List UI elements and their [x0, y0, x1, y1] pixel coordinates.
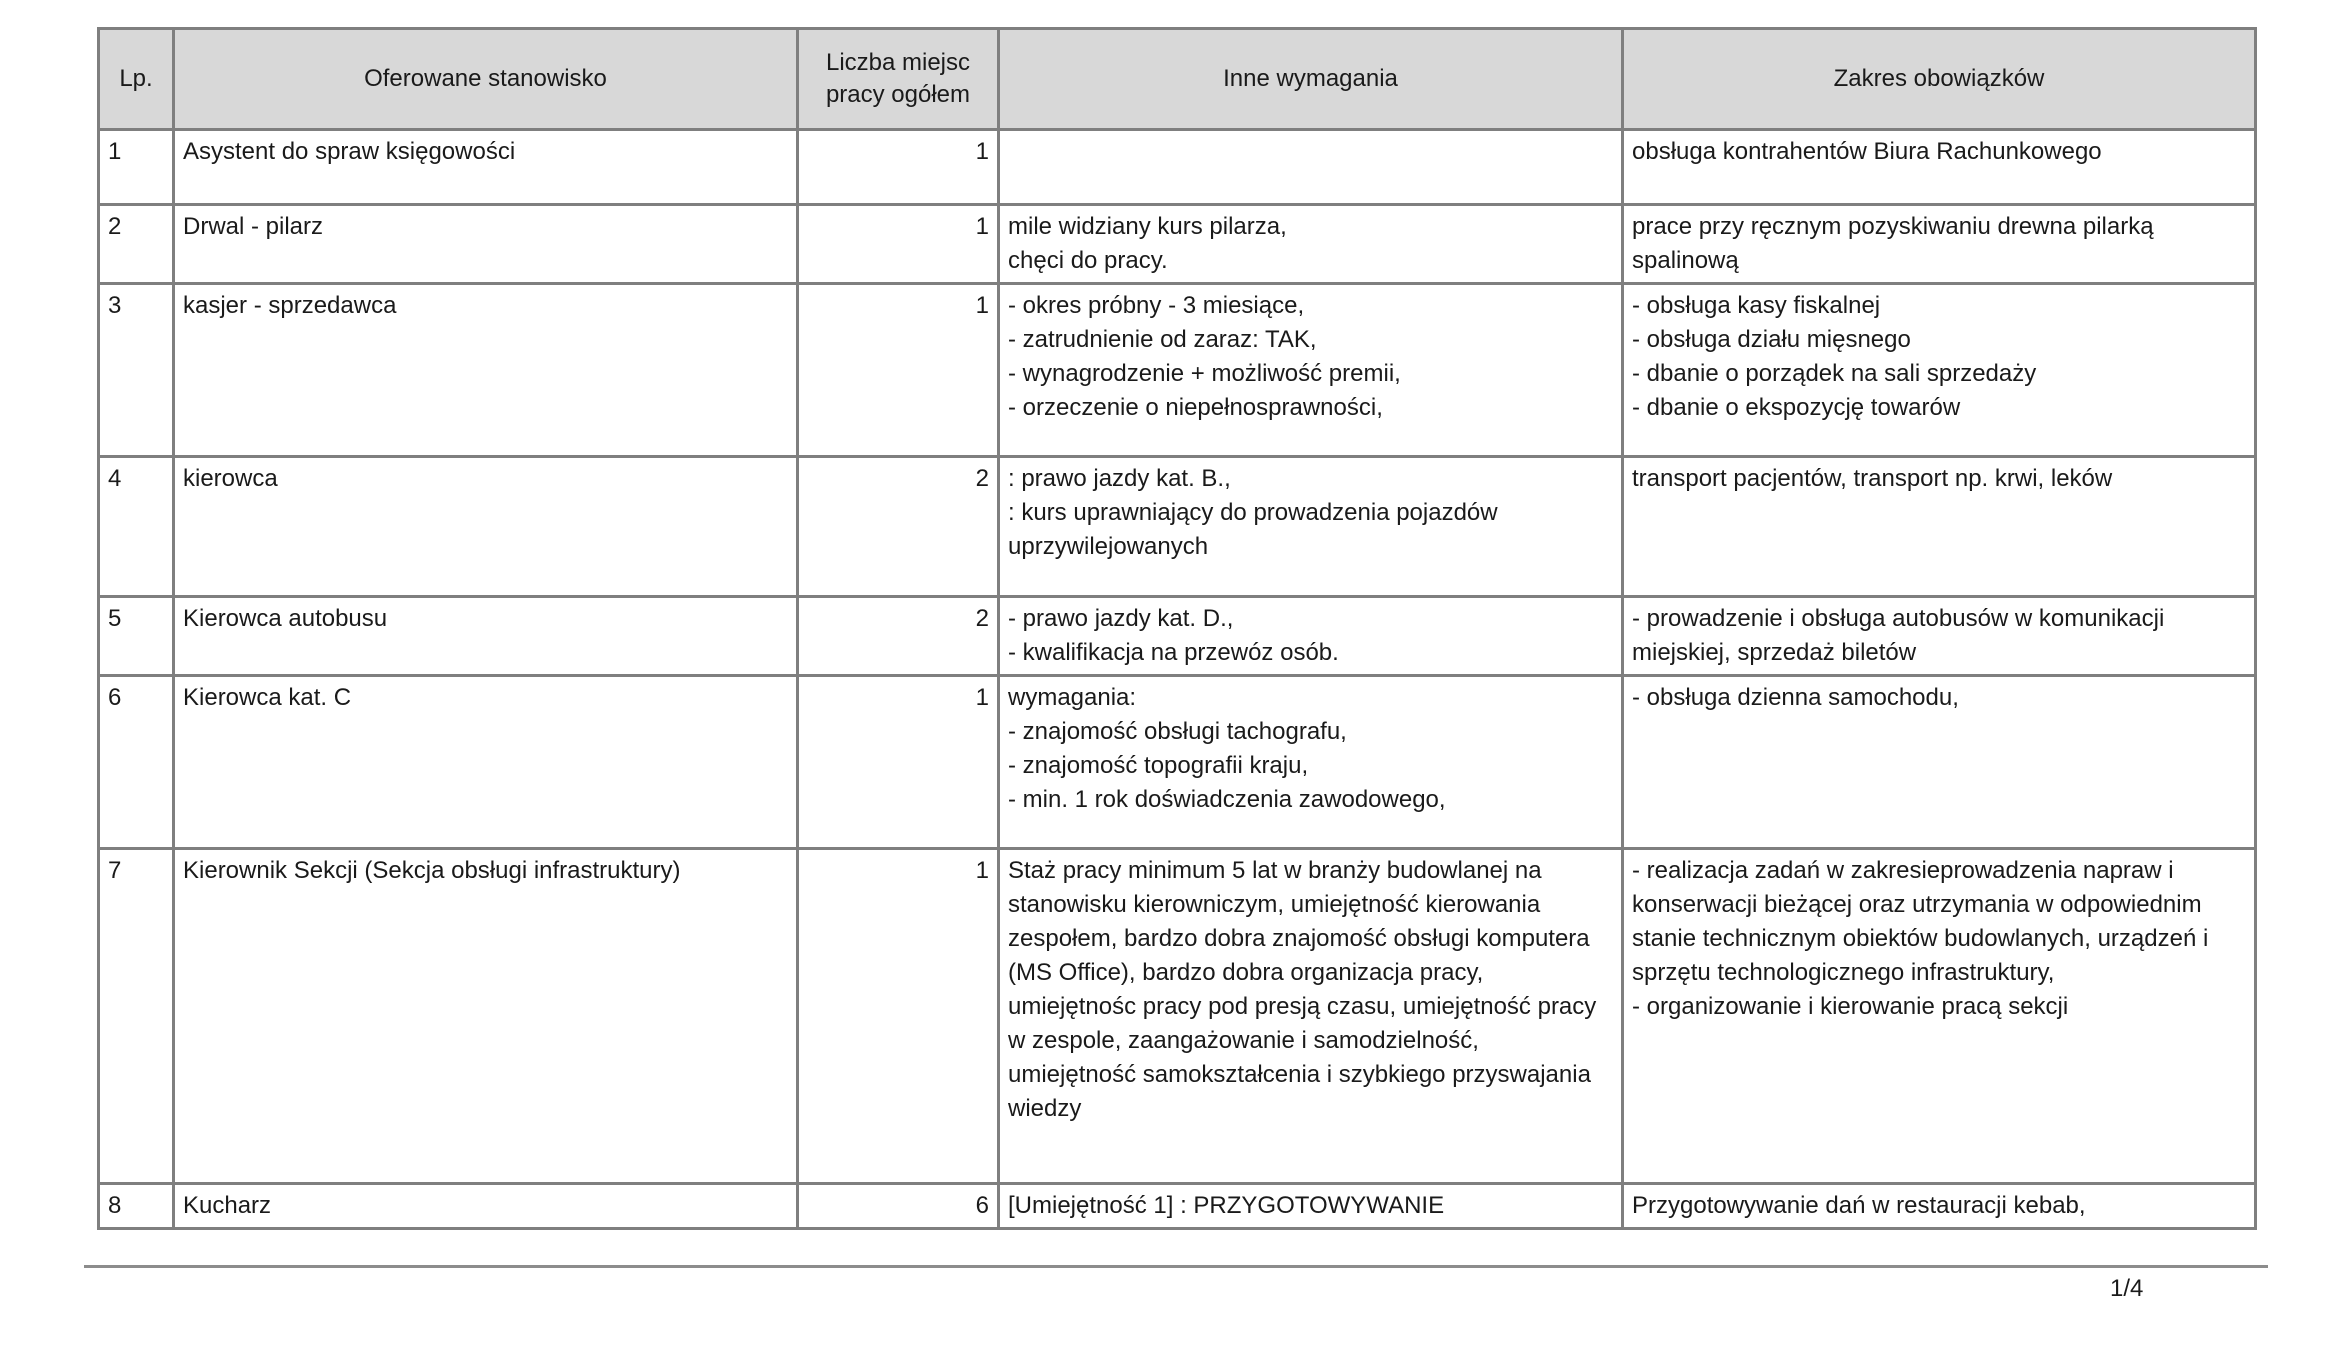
- cell-lp: 6: [99, 676, 174, 849]
- cell-requirements: mile widziany kurs pilarza, chęci do pracy.: [999, 205, 1623, 284]
- cell-requirements: - prawo jazdy kat. D., - kwalifikacja na przewóz osób.: [999, 597, 1623, 676]
- cell-vacancies: 2: [798, 457, 999, 597]
- cell-position: Kierowca kat. C: [174, 676, 798, 849]
- cell-position: Kierowca autobusu: [174, 597, 798, 676]
- footer-divider: [84, 1265, 2268, 1268]
- cell-duties: - obsługa dzienna samochodu,: [1623, 676, 2256, 849]
- cell-requirements: wymagania: - znajomość obsługi tachografu, - znajomość topografii kraju, - min. 1 rok doświadczenia zawodowego,: [999, 676, 1623, 849]
- table-row: [99, 849, 2256, 1184]
- cell-requirements: [Umiejętność 1] : PRZYGOTOWYWANIE: [999, 1184, 1623, 1229]
- cell-vacancies: 1: [798, 676, 999, 849]
- header-lp: Lp.: [99, 29, 174, 130]
- cell-duties: - prowadzenie i obsługa autobusów w komunikacji miejskiej, sprzedaż biletów: [1623, 597, 2256, 676]
- cell-requirements: [999, 130, 1623, 205]
- table-header-row: [99, 29, 2256, 130]
- cell-vacancies: 1: [798, 130, 999, 205]
- table-row: [99, 597, 2256, 676]
- cell-position: Kierownik Sekcji (Sekcja obsługi infrastruktury): [174, 849, 798, 1184]
- cell-position: Asystent do spraw księgowości: [174, 130, 798, 205]
- cell-lp: 1: [99, 130, 174, 205]
- table-row: [99, 130, 2256, 205]
- cell-vacancies: 1: [798, 284, 999, 457]
- cell-lp: 7: [99, 849, 174, 1184]
- cell-requirements: Staż pracy minimum 5 lat w branży budowlanej na stanowisku kierowniczym, umiejętność kierowania zespołem, bardzo dobra znajomość obsługi komputera (MS Office), bardzo dobra organizacja pracy, umiejętnośc pracy pod presją czasu, umiejętność pracy w zespole, zaangażowanie i samodzielność, umiejętność samokształcenia i szybkiego przyswajania wiedzy: [999, 849, 1623, 1184]
- cell-vacancies: 6: [798, 1184, 999, 1229]
- cell-position: kierowca: [174, 457, 798, 597]
- cell-requirements: : prawo jazdy kat. B., : kurs uprawniający do prowadzenia pojazdów uprzywilejowanych: [999, 457, 1623, 597]
- cell-vacancies: 1: [798, 849, 999, 1184]
- table-row: [99, 676, 2256, 849]
- cell-requirements: - okres próbny - 3 miesiące, - zatrudnienie od zaraz: TAK, - wynagrodzenie + możliwość premii, - orzeczenie o niepełnosprawności,: [999, 284, 1623, 457]
- cell-duties: obsługa kontrahentów Biura Rachunkowego: [1623, 130, 2256, 205]
- cell-duties: Przygotowywanie dań w restauracji kebab,: [1623, 1184, 2256, 1229]
- header-duties: Zakres obowiązków: [1623, 29, 2256, 130]
- cell-duties: prace przy ręcznym pozyskiwaniu drewna pilarką spalinową: [1623, 205, 2256, 284]
- cell-lp: 4: [99, 457, 174, 597]
- table-row: [99, 457, 2256, 597]
- header-position: Oferowane stanowisko: [174, 29, 798, 130]
- cell-duties: - obsługa kasy fiskalnej - obsługa działu mięsnego - dbanie o porządek na sali sprzedaży - dbanie o ekspozycję towarów: [1623, 284, 2256, 457]
- cell-duties: transport pacjentów, transport np. krwi, leków: [1623, 457, 2256, 597]
- cell-lp: 5: [99, 597, 174, 676]
- cell-lp: 2: [99, 205, 174, 284]
- cell-position: Kucharz: [174, 1184, 798, 1229]
- page-number: 1/4: [2110, 1275, 2144, 1302]
- cell-duties: - realizacja zadań w zakresieprowadzenia napraw i konserwacji bieżącej oraz utrzymania w odpowiednim stanie technicznym obiektów budowlanych, urządzeń i sprzętu technologicznego infrastruktury, - organizowanie i kierowanie pracą sekcji: [1623, 849, 2256, 1184]
- cell-vacancies: 1: [798, 205, 999, 284]
- header-vacancies: Liczba miejsc pracy ogółem: [798, 29, 999, 130]
- table-row: [99, 1184, 2256, 1229]
- header-requirements: Inne wymagania: [999, 29, 1623, 130]
- cell-lp: 3: [99, 284, 174, 457]
- table-row: [99, 205, 2256, 284]
- job-offers-table: [97, 27, 2257, 1230]
- cell-vacancies: 2: [798, 597, 999, 676]
- table-row: [99, 284, 2256, 457]
- cell-position: Drwal - pilarz: [174, 205, 798, 284]
- cell-position: kasjer - sprzedawca: [174, 284, 798, 457]
- cell-lp: 8: [99, 1184, 174, 1229]
